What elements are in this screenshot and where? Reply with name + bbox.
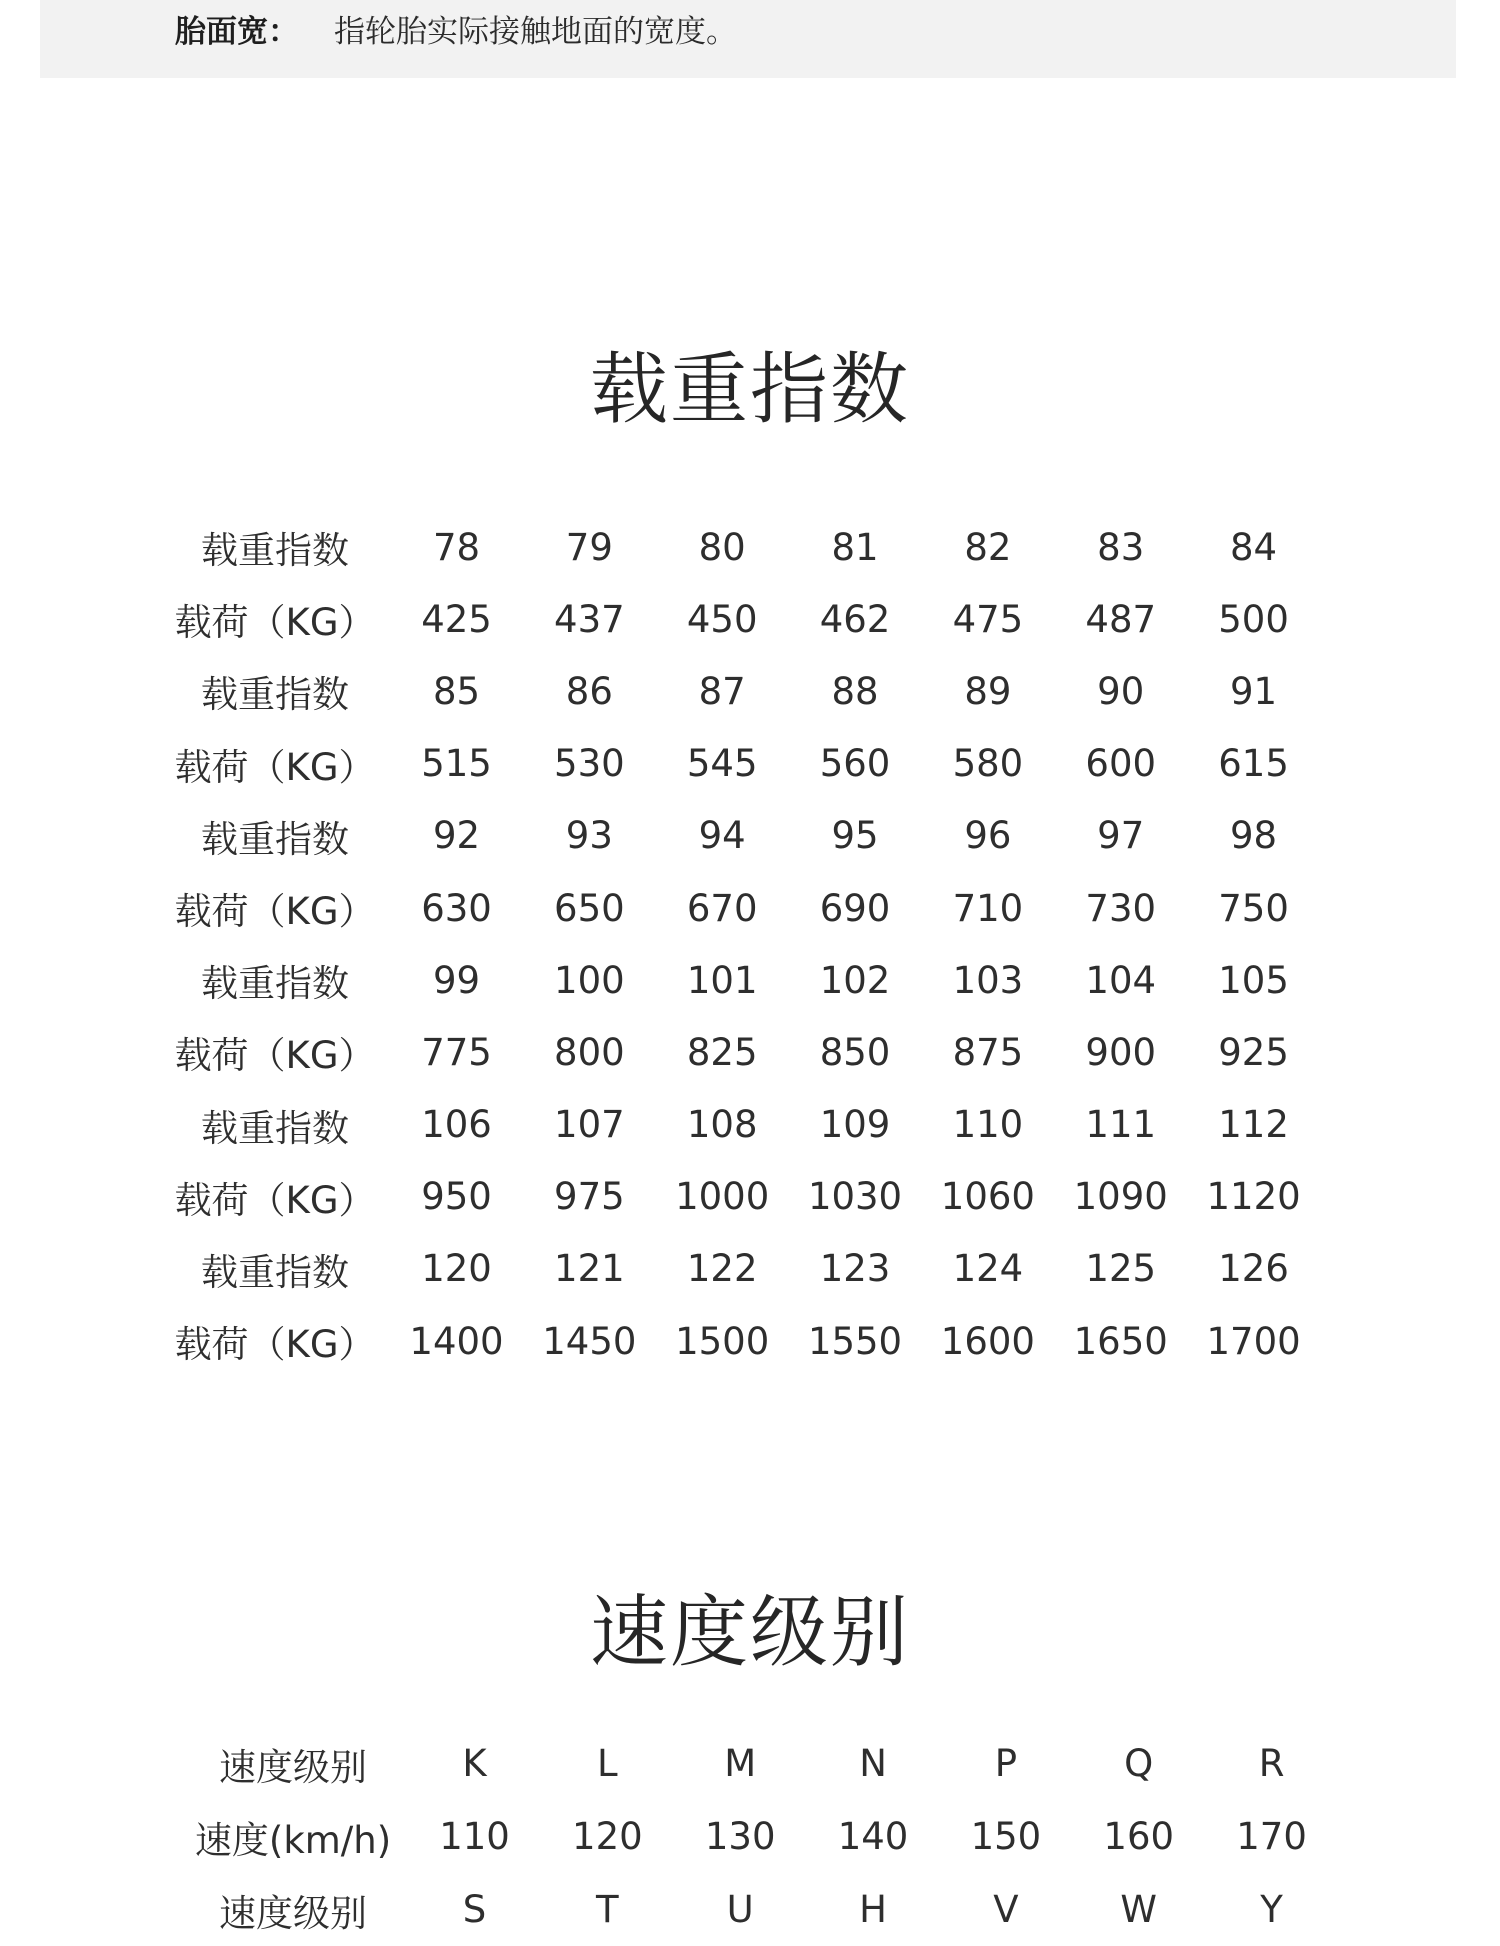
table-cell: 800 — [554, 1030, 625, 1074]
row-label: 速度级别 — [219, 1891, 368, 1935]
table-cell: 515 — [421, 742, 492, 786]
table-cell: 462 — [819, 597, 891, 641]
load-index-row — [160, 655, 1320, 727]
row-label: 载荷（KG） — [174, 1178, 376, 1222]
table-cell: 81 — [831, 525, 879, 569]
table-cell: N — [859, 1742, 887, 1785]
row-label: 载重指数 — [201, 817, 350, 861]
table-cell: 670 — [686, 886, 758, 930]
table-cell: Q — [1124, 1742, 1154, 1785]
table-cell: 530 — [554, 742, 625, 786]
table-cell: 80 — [698, 525, 746, 569]
row-label: 载重指数 — [201, 962, 350, 1006]
row-label: 载荷（KG） — [174, 1323, 376, 1367]
row-label: 载荷（KG） — [174, 745, 376, 789]
load-index-row — [160, 728, 1320, 800]
table-cell: 1450 — [542, 1319, 637, 1363]
table-cell: H — [859, 1888, 887, 1931]
table-cell: 130 — [704, 1815, 776, 1858]
load-index-row — [160, 1305, 1320, 1377]
table-cell: 120 — [572, 1815, 643, 1858]
table-cell: 1500 — [675, 1319, 770, 1363]
table-cell: 1120 — [1206, 1175, 1301, 1219]
row-label: 载荷（KG） — [174, 1034, 376, 1078]
table-cell: 600 — [1085, 742, 1157, 786]
table-cell: 1060 — [940, 1175, 1035, 1219]
table-cell: Y — [1260, 1888, 1283, 1931]
table-cell: 1550 — [807, 1319, 903, 1363]
table-cell: 1030 — [807, 1175, 903, 1219]
table-cell: R — [1258, 1742, 1285, 1785]
speed-rating-row — [178, 1800, 1338, 1873]
table-cell: 150 — [970, 1815, 1042, 1858]
table-cell: 87 — [698, 669, 746, 713]
table-cell: 475 — [952, 597, 1024, 641]
tread-width-description: 指轮胎实际接触地面的宽度。 — [334, 14, 737, 50]
load-index-row — [160, 583, 1320, 655]
table-cell: S — [462, 1888, 487, 1931]
table-cell: 825 — [686, 1030, 758, 1074]
table-cell: 98 — [1230, 814, 1278, 858]
load-index-row — [160, 1161, 1320, 1233]
table-cell: M — [724, 1742, 757, 1785]
speed-rating-title: 速度级别 — [589, 1588, 910, 1678]
table-cell: 122 — [686, 1247, 758, 1291]
table-cell: 545 — [686, 742, 758, 786]
table-cell: 120 — [421, 1247, 492, 1291]
table-cell: 500 — [1218, 597, 1289, 641]
table-cell: 96 — [964, 814, 1012, 858]
table-cell: 615 — [1218, 742, 1289, 786]
table-cell: 93 — [565, 814, 613, 858]
row-label: 载重指数 — [201, 673, 350, 717]
table-cell: W — [1120, 1888, 1158, 1931]
table-cell: 85 — [432, 669, 481, 713]
table-cell: T — [596, 1888, 619, 1931]
speed-rating-table — [178, 1727, 1338, 1946]
table-cell: 630 — [421, 886, 492, 930]
table-cell: 875 — [952, 1030, 1024, 1074]
table-cell: K — [462, 1742, 487, 1785]
table-cell: 111 — [1085, 1103, 1157, 1147]
table-cell: 140 — [837, 1815, 909, 1858]
load-index-row — [160, 1016, 1320, 1088]
load-index-row — [160, 872, 1320, 944]
table-cell: 650 — [554, 886, 625, 930]
table-cell: 975 — [554, 1175, 625, 1219]
table-cell: 850 — [819, 1030, 891, 1074]
load-index-table — [160, 511, 1320, 1377]
tread-width-note — [40, 0, 1456, 78]
table-cell: 125 — [1085, 1247, 1157, 1291]
load-index-row — [160, 1089, 1320, 1161]
speed-rating-row — [178, 1873, 1338, 1946]
table-cell: 1400 — [409, 1319, 504, 1363]
table-cell: 710 — [952, 886, 1024, 930]
row-label: 速度级别 — [219, 1745, 368, 1789]
table-cell: 95 — [831, 814, 879, 858]
load-index-row — [160, 511, 1320, 583]
speed-rating-row — [178, 1727, 1338, 1800]
table-cell: 107 — [554, 1103, 625, 1147]
table-cell: 101 — [686, 958, 758, 1002]
table-cell: 104 — [1085, 958, 1157, 1002]
table-cell: 105 — [1218, 958, 1289, 1002]
table-cell: 1650 — [1073, 1319, 1168, 1363]
row-label: 载荷（KG） — [174, 890, 376, 934]
table-cell: 100 — [554, 958, 625, 1002]
tread-width-label: 胎面宽： — [175, 14, 299, 50]
table-cell: 92 — [432, 814, 481, 858]
table-cell: 89 — [964, 669, 1012, 713]
table-cell: 1700 — [1206, 1319, 1301, 1363]
table-cell: 160 — [1103, 1815, 1175, 1858]
table-cell: 750 — [1218, 886, 1289, 930]
table-cell: 86 — [565, 669, 613, 713]
table-cell: 580 — [952, 742, 1024, 786]
table-cell: 730 — [1085, 886, 1157, 930]
table-cell: 90 — [1097, 669, 1145, 713]
table-cell: 84 — [1230, 525, 1278, 569]
load-index-row — [160, 944, 1320, 1016]
table-cell: 88 — [831, 669, 879, 713]
table-cell: 110 — [952, 1103, 1024, 1147]
table-cell: 99 — [432, 958, 481, 1002]
table-cell: U — [726, 1888, 754, 1931]
table-cell: 1600 — [940, 1319, 1035, 1363]
table-cell: 1000 — [675, 1175, 770, 1219]
row-label: 载重指数 — [201, 1106, 350, 1150]
table-cell: 108 — [686, 1103, 758, 1147]
table-cell: 925 — [1218, 1030, 1289, 1074]
load-index-row — [160, 1233, 1320, 1305]
table-cell: V — [993, 1888, 1019, 1931]
table-cell: 950 — [421, 1175, 492, 1219]
table-cell: 112 — [1218, 1103, 1289, 1147]
table-cell: 97 — [1097, 814, 1145, 858]
table-cell: P — [994, 1742, 1018, 1785]
row-label: 速度(km/h) — [194, 1818, 392, 1862]
row-label: 载重指数 — [201, 529, 350, 573]
table-cell: 121 — [554, 1247, 625, 1291]
table-cell: 110 — [439, 1815, 510, 1858]
table-cell: 83 — [1097, 525, 1145, 569]
table-cell: 437 — [554, 597, 625, 641]
table-cell: 450 — [686, 597, 758, 641]
table-cell: 425 — [421, 597, 492, 641]
table-cell: L — [597, 1742, 618, 1785]
load-index-row — [160, 800, 1320, 872]
table-cell: 124 — [952, 1247, 1024, 1291]
table-cell: 170 — [1236, 1815, 1307, 1858]
table-cell: 690 — [819, 886, 891, 930]
table-cell: 487 — [1085, 597, 1157, 641]
table-cell: 91 — [1230, 669, 1278, 713]
table-cell: 775 — [421, 1030, 492, 1074]
table-cell: 560 — [819, 742, 891, 786]
table-cell: 109 — [819, 1103, 891, 1147]
table-cell: 900 — [1085, 1030, 1157, 1074]
load-index-title: 载重指数 — [589, 345, 910, 435]
table-cell: 102 — [819, 958, 891, 1002]
table-cell: 82 — [964, 525, 1012, 569]
row-label: 载重指数 — [201, 1250, 350, 1294]
table-cell: 79 — [565, 525, 613, 569]
table-cell: 94 — [698, 814, 746, 858]
table-cell: 1090 — [1073, 1175, 1168, 1219]
table-cell: 126 — [1218, 1247, 1289, 1291]
row-label: 载荷（KG） — [174, 601, 376, 645]
table-cell: 103 — [952, 958, 1024, 1002]
table-cell: 106 — [421, 1103, 492, 1147]
table-cell: 78 — [432, 525, 481, 569]
table-cell: 123 — [819, 1247, 891, 1291]
